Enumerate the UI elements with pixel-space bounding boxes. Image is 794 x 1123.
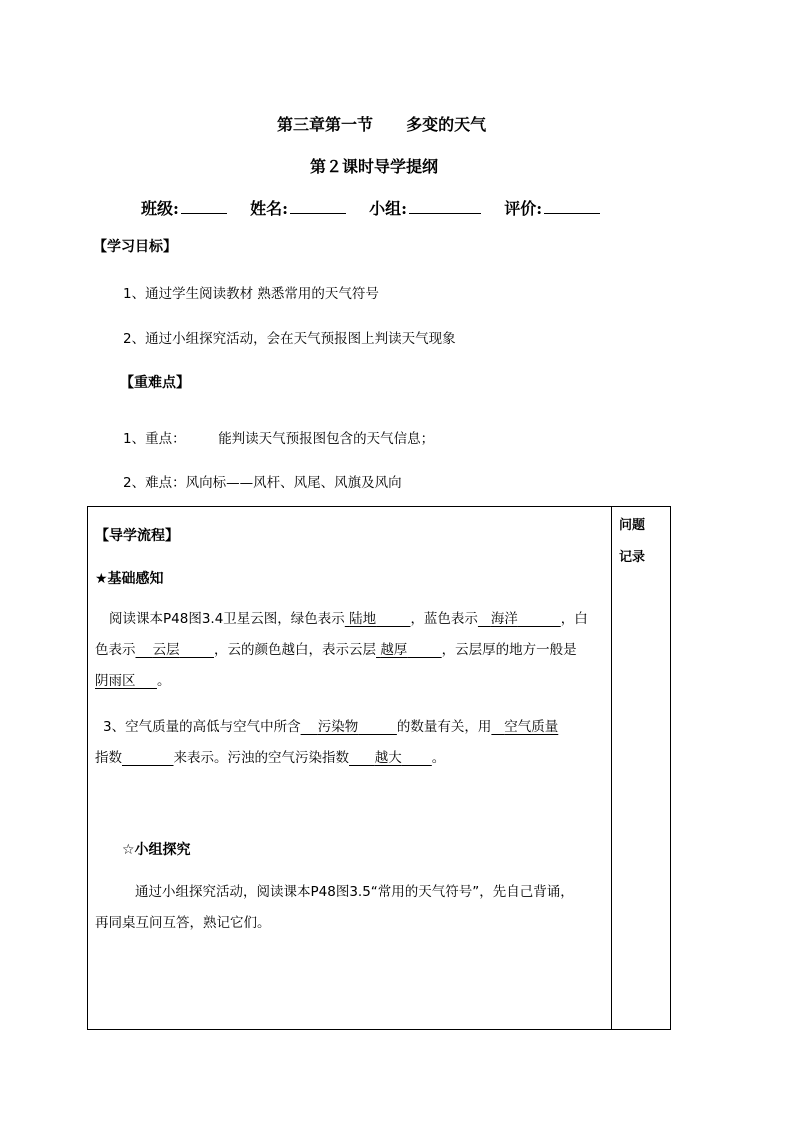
side-label-1: 问题 [619, 518, 646, 533]
key-point-1-label: 1、重点： [123, 431, 186, 447]
p1-text-g: 。 [156, 673, 171, 689]
answer-land: 陆地 [349, 611, 377, 627]
p2-text-e: 。 [431, 750, 446, 766]
objectives-heading: 【学习目标】 [93, 239, 177, 255]
table-divider [611, 506, 612, 1030]
p1-text-c: ，白 [560, 611, 588, 627]
answer-ocean: 海洋 [490, 611, 518, 627]
page-title [277, 112, 486, 135]
title-sub: 多变的天气 [406, 115, 487, 134]
objective-item-1: 1、通过学生阅读教材 熟悉常用的天气符号 [123, 286, 379, 302]
p2-text-c: 指数 [95, 750, 122, 766]
group-blank[interactable] [409, 199, 481, 214]
p2-text-b: 的数量有关，用 [396, 719, 492, 735]
answer-rain-area: 阴雨区 [95, 673, 136, 689]
basic-heading: ★基础感知 [95, 571, 164, 587]
p1-text-e: ，云的颜色越白，表示云层 [214, 642, 377, 658]
key-point-1-text: 能判读天气预报图包含的天气信息； [218, 431, 435, 447]
p3-line-2: 再同桌互问互答，熟记它们。 [95, 915, 271, 931]
answer-larger: 越大 [374, 750, 402, 766]
key-points-heading: 【重难点】 [120, 375, 190, 391]
group-label: 小组: [369, 199, 408, 218]
name-blank[interactable] [290, 199, 346, 214]
basic-paragraph [95, 604, 605, 697]
answer-cloud: 云层 [152, 642, 180, 658]
class-blank[interactable] [181, 199, 227, 214]
title-main: 第三章第一节 [277, 115, 374, 134]
rating-label: 评价: [504, 199, 543, 218]
p1-text-f: ，云层厚的地方一般是 [441, 642, 577, 658]
group-paragraph [95, 877, 605, 939]
p1-text-d: 色表示 [95, 642, 136, 658]
p3-line-1: 通过小组探究活动，阅读课本P48图3.5“常用的天气符号”，先自己背诵， [135, 884, 574, 900]
info-fields [141, 196, 602, 219]
rating-blank[interactable] [544, 199, 600, 214]
key-point-item-1 [123, 427, 434, 447]
answer-thicker: 越厚 [380, 642, 408, 658]
class-label: 班级: [141, 199, 179, 218]
answer-pollutant: 污染物 [317, 719, 359, 735]
side-label-2: 记录 [619, 550, 646, 565]
p1-text-a: 阅读课本P48图3.4卫星云图，绿色表示 [109, 611, 345, 627]
group-heading: ☆小组探究 [122, 842, 191, 858]
objective-item-2: 2、通过小组探究活动，会在天气预报图上判读天气现象 [123, 331, 456, 347]
process-heading: 【导学流程】 [95, 528, 179, 544]
answer-air-quality: 空气质量 [504, 719, 559, 735]
key-point-item-2: 2、难点：风向标——风杆、风尾、风旗及风向 [123, 475, 402, 491]
p2-text-a: 3、空气质量的高低与空气中所含 [103, 719, 301, 735]
page-subtitle: 第２课时导学提纲 [310, 157, 439, 176]
name-label: 姓名: [250, 199, 288, 218]
answer-index-blank [122, 750, 174, 766]
p2-text-d: 来表示。污浊的空气污染指数 [173, 750, 349, 766]
air-quality-paragraph [95, 712, 605, 774]
p1-text-b: ，蓝色表示 [410, 611, 478, 627]
